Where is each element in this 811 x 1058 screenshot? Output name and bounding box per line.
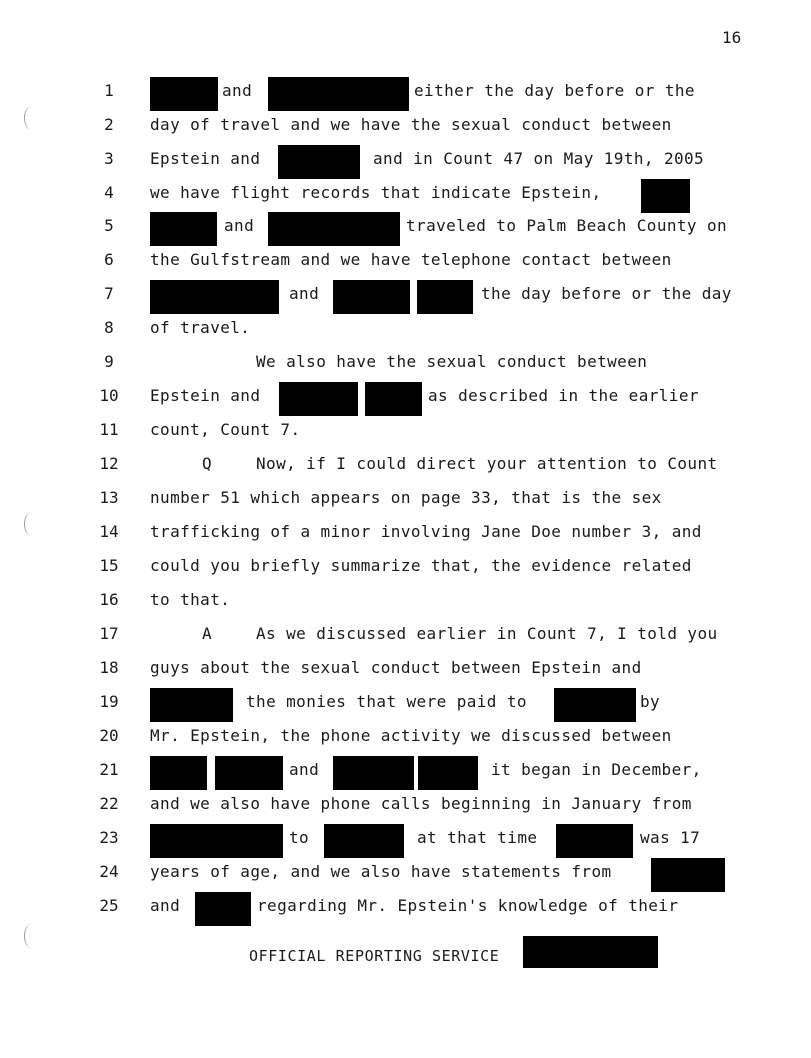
redaction-box: [268, 212, 400, 246]
redaction-box: [651, 858, 725, 892]
redaction-box: [150, 77, 218, 111]
line-number: 16: [99, 590, 119, 609]
line-text: and: [224, 216, 255, 235]
line-text: Q: [202, 454, 213, 473]
line-text: was 17: [640, 828, 701, 847]
transcript-line: [0, 889, 811, 923]
line-text: We also have the sexual conduct between: [256, 352, 648, 371]
transcript-line: [0, 74, 811, 108]
transcript-line: [0, 311, 811, 345]
transcript-line: [0, 651, 811, 685]
line-text: it began in December,: [491, 760, 702, 779]
redaction-box: [641, 179, 690, 213]
line-text: of travel.: [150, 318, 251, 337]
line-text: Mr. Epstein, the phone activity we discussed between: [150, 726, 672, 745]
redaction-box: [418, 756, 478, 790]
line-number: 8: [104, 318, 114, 337]
line-text: and: [289, 760, 320, 779]
redaction-box: [365, 382, 422, 416]
line-text: and in Count 47 on May 19th, 2005: [373, 149, 705, 168]
line-text: and: [150, 896, 181, 915]
line-number: 15: [99, 556, 119, 575]
line-text: and we also have phone calls beginning in January from: [150, 794, 692, 813]
transcript-line: [0, 481, 811, 515]
line-text: and: [289, 284, 320, 303]
redaction-box: [150, 212, 217, 246]
transcript-line: [0, 447, 811, 481]
redaction-box: [268, 77, 409, 111]
line-text: traveled to Palm Beach County on: [406, 216, 728, 235]
line-number: 13: [99, 488, 119, 507]
redaction-box: [150, 280, 279, 314]
transcript-line: [0, 719, 811, 753]
transcript-line: [0, 176, 811, 210]
transcript-line: [0, 515, 811, 549]
line-text: as described in the earlier: [428, 386, 699, 405]
redaction-box: [417, 280, 473, 314]
transcript-line: [0, 821, 811, 855]
line-number: 24: [99, 862, 119, 881]
redaction-box: [150, 824, 283, 858]
line-text: Epstein and: [150, 386, 261, 405]
line-text: could you briefly summarize that, the evidence related: [150, 556, 692, 575]
redaction-box: [215, 756, 283, 790]
line-number: 10: [99, 386, 119, 405]
transcript-line: [0, 345, 811, 379]
line-number: 23: [99, 828, 119, 847]
transcript-line: [0, 855, 811, 889]
line-text: we have flight records that indicate Epstein,: [150, 183, 602, 202]
line-text: to that.: [150, 590, 231, 609]
transcript-line: [0, 277, 811, 311]
line-text: count, Count 7.: [150, 420, 301, 439]
line-text: Epstein and: [150, 149, 261, 168]
line-text: As we discussed earlier in Count 7, I told you: [256, 624, 718, 643]
binder-hole-mark: [24, 924, 39, 948]
line-text: by: [640, 692, 661, 711]
transcript-line: [0, 108, 811, 142]
line-text: the monies that were paid to: [246, 692, 527, 711]
redaction-box: [150, 756, 207, 790]
transcript-line: [0, 209, 811, 243]
line-text: and: [222, 81, 253, 100]
line-text: number 51 which appears on page 33, that is the sex: [150, 488, 662, 507]
line-number: 1: [104, 81, 114, 100]
line-number: 21: [99, 760, 119, 779]
transcript-line: [0, 787, 811, 821]
line-text: guys about the sexual conduct between Epstein and: [150, 658, 642, 677]
redaction-box: [333, 280, 410, 314]
line-text: either the day before or the: [414, 81, 695, 100]
line-text: at that time: [417, 828, 538, 847]
transcript-line: [0, 753, 811, 787]
line-number: 18: [99, 658, 119, 677]
redaction-box: [278, 145, 360, 179]
line-number: 9: [104, 352, 114, 371]
transcript-line: [0, 413, 811, 447]
line-text: Now, if I could direct your attention to Count: [256, 454, 718, 473]
line-number: 3: [104, 149, 114, 168]
transcript-line: [0, 685, 811, 719]
redaction-box: [195, 892, 251, 926]
line-number: 20: [99, 726, 119, 745]
transcript-line: [0, 583, 811, 617]
line-text: the day before or the day: [481, 284, 732, 303]
redaction-box: [333, 756, 414, 790]
redaction-box: [523, 936, 658, 968]
transcript-line: [0, 379, 811, 413]
line-text: the Gulfstream and we have telephone contact between: [150, 250, 672, 269]
line-number: 11: [99, 420, 119, 439]
line-number: 4: [104, 183, 114, 202]
line-text: A: [202, 624, 213, 643]
line-number: 17: [99, 624, 119, 643]
line-number: 6: [104, 250, 114, 269]
line-text: day of travel and we have the sexual conduct between: [150, 115, 672, 134]
line-number: 2: [104, 115, 114, 134]
redaction-box: [324, 824, 404, 858]
redaction-box: [554, 688, 636, 722]
line-number: 19: [99, 692, 119, 711]
redaction-box: [556, 824, 633, 858]
line-number: 12: [99, 454, 119, 473]
line-number: 25: [99, 896, 119, 915]
line-number: 14: [99, 522, 119, 541]
line-number: 5: [104, 216, 114, 235]
line-text: regarding Mr. Epstein's knowledge of their: [257, 896, 679, 915]
page-number: 16: [722, 28, 742, 47]
line-text: years of age, and we also have statements from: [150, 862, 612, 881]
line-number: 7: [104, 284, 114, 303]
redaction-box: [279, 382, 358, 416]
line-number: 22: [99, 794, 119, 813]
reporting-service-footer: OFFICIAL REPORTING SERVICE: [249, 947, 500, 965]
transcript-line: [0, 142, 811, 176]
redaction-box: [150, 688, 233, 722]
transcript-line: [0, 549, 811, 583]
transcript-line: [0, 243, 811, 277]
transcript-line: [0, 617, 811, 651]
line-text: trafficking of a minor involving Jane Doe number 3, and: [150, 522, 702, 541]
line-text: to: [289, 828, 310, 847]
